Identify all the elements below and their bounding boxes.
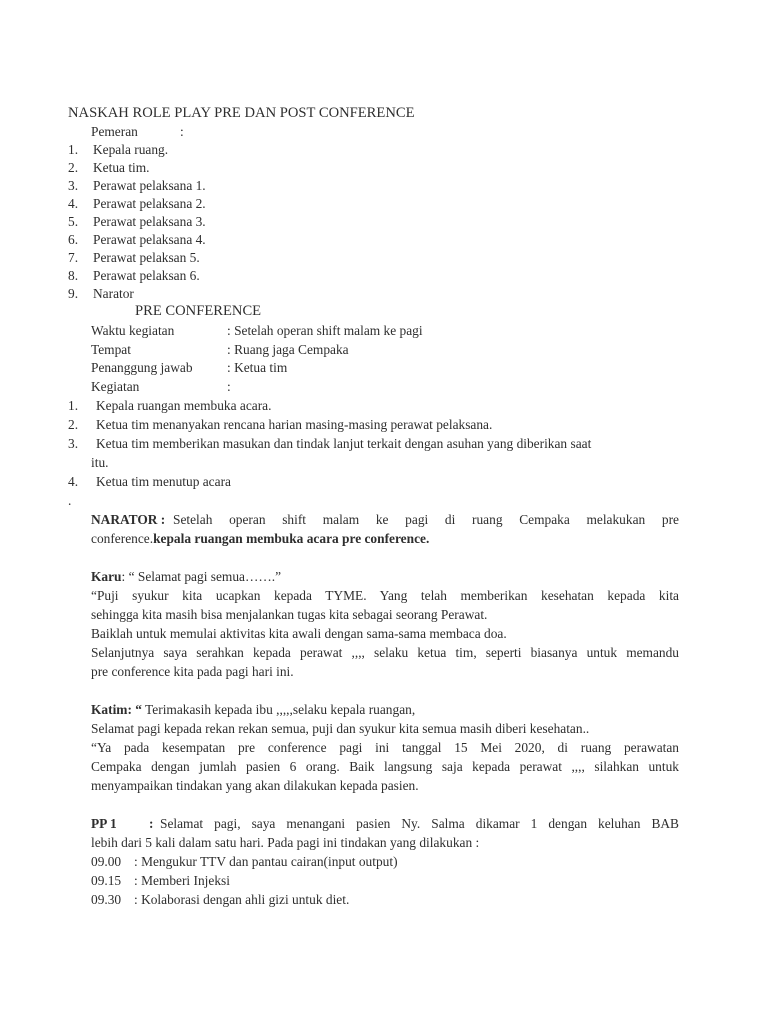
paragraph-line: Selanjutnya saya serahkan kepada perawat ,,,, selaku ketua tim, seperti biasanya untuk memandu (91, 645, 679, 660)
list-item: Perawat pelaksana 4. (93, 232, 206, 247)
info-label: Tempat (91, 342, 131, 357)
list-item: Kepala ruang. (93, 142, 169, 157)
paragraph-line: Baiklah untuk memulai aktivitas kita awali dengan sama-sama membaca doa. (91, 626, 507, 641)
info-label: Penanggung jawab (91, 360, 193, 375)
list-item: Ketua tim menutup acara (96, 474, 231, 489)
paragraph-line: sehingga kita masih bisa menjalankan tugas kita sebagai seorang Perawat. (91, 607, 488, 622)
paragraph-line: pre conference kita pada pagi hari ini. (91, 664, 294, 679)
pemeran-colon: : (180, 124, 184, 139)
speaker-label: NARATOR : (91, 512, 166, 527)
info-value: : Setelah operan shift malam ke pagi (227, 323, 423, 338)
paragraph-text: : “ Selamat pagi semua…….” (121, 569, 282, 584)
list-item: Kepala ruangan membuka acara. (96, 398, 272, 413)
info-label: Kegiatan (91, 379, 140, 394)
paragraph-line (91, 530, 429, 548)
speaker-colon: : (149, 816, 154, 831)
list-item-number: 3. (68, 178, 79, 193)
list-item-number: 5. (68, 214, 79, 229)
stray-dot: . (68, 493, 72, 508)
paragraph-line: Selamat pagi, saya menangani pasien Ny. Salma dikamar 1 dengan keluhan BAB (160, 816, 679, 831)
list-item-number: 3. (68, 436, 79, 451)
paragraph-line (91, 701, 415, 719)
list-item: Perawat pelaksana 1. (93, 178, 206, 193)
list-item-number: 4. (68, 474, 79, 489)
paragraph-line: Selamat pagi kepada rekan rekan semua, puji dan syukur kita semua masih diberi kesehatan.. (91, 721, 590, 736)
list-item: Ketua tim memberikan masukan dan tindak lanjut terkait dengan asuhan yang diberikan saat (96, 436, 592, 451)
schedule-task: : Kolaborasi dengan ahli gizi untuk diet. (134, 892, 350, 907)
document-title: NASKAH ROLE PLAY PRE DAN POST CONFERENCE (68, 105, 415, 121)
schedule-task: : Memberi Injeksi (134, 873, 230, 888)
info-value: : Ketua tim (227, 360, 288, 375)
paragraph-line: lebih dari 5 kali dalam satu hari. Pada pagi ini tindakan yang dilakukan : (91, 835, 480, 850)
list-item: Ketua tim. (93, 160, 150, 175)
paragraph-text: Terimakasih kepada ibu ,,,,,selaku kepala ruangan, (141, 702, 416, 717)
list-item-number: 8. (68, 268, 79, 283)
list-item-number: 2. (68, 417, 79, 432)
schedule-time: 09.00 (91, 854, 122, 869)
list-item-number: 9. (68, 286, 79, 301)
speaker-label: Karu (91, 569, 122, 584)
list-item-number: 7. (68, 250, 79, 265)
paragraph-line: Setelah operan shift malam ke pagi di ruang Cempaka melakukan pre (173, 512, 679, 527)
pemeran-label: Pemeran (91, 124, 138, 139)
schedule-task: : Mengukur TTV dan pantau cairan(input output) (134, 854, 398, 869)
list-item-number: 1. (68, 142, 79, 157)
paragraph-bold-text: kepala ruangan membuka acara pre conference. (153, 531, 430, 546)
list-item-continuation: itu. (91, 455, 109, 470)
info-label: Waktu kegiatan (91, 323, 175, 338)
schedule-time: 09.30 (91, 892, 122, 907)
paragraph-line: “Puji syukur kita ucapkan kepada TYME. Yang telah memberikan kesehatan kepada kita (91, 588, 679, 603)
paragraph-line: “Ya pada kesempatan pre conference pagi ini tanggal 15 Mei 2020, di ruang perawatan (91, 740, 679, 755)
list-item: Perawat pelaksana 3. (93, 214, 206, 229)
list-item-number: 1. (68, 398, 79, 413)
paragraph-line (91, 568, 281, 586)
speaker-label: PP 1 (91, 816, 117, 831)
list-item: Narator (93, 286, 134, 301)
list-item-number: 2. (68, 160, 79, 175)
section-heading: PRE CONFERENCE (135, 303, 262, 319)
list-item: Perawat pelaksan 5. (93, 250, 200, 265)
info-value: : Ruang jaga Cempaka (227, 342, 349, 357)
list-item: Ketua tim menanyakan rencana harian masing-masing perawat pelaksana. (96, 417, 493, 432)
schedule-time: 09.15 (91, 873, 122, 888)
speaker-label: Katim: “ (91, 702, 142, 717)
paragraph-line: menyampaikan tindakan yang akan dilakukan kepada pasien. (91, 778, 419, 793)
list-item: Perawat pelaksan 6. (93, 268, 200, 283)
info-value: : (227, 379, 231, 394)
list-item-number: 6. (68, 232, 79, 247)
paragraph-line: Cempaka dengan jumlah pasien 6 orang. Baik langsung saja kepada perawat ,,,, silahkan untuk (91, 759, 679, 774)
list-item-number: 4. (68, 196, 79, 211)
paragraph-text: conference. (91, 531, 154, 546)
list-item: Perawat pelaksana 2. (93, 196, 206, 211)
